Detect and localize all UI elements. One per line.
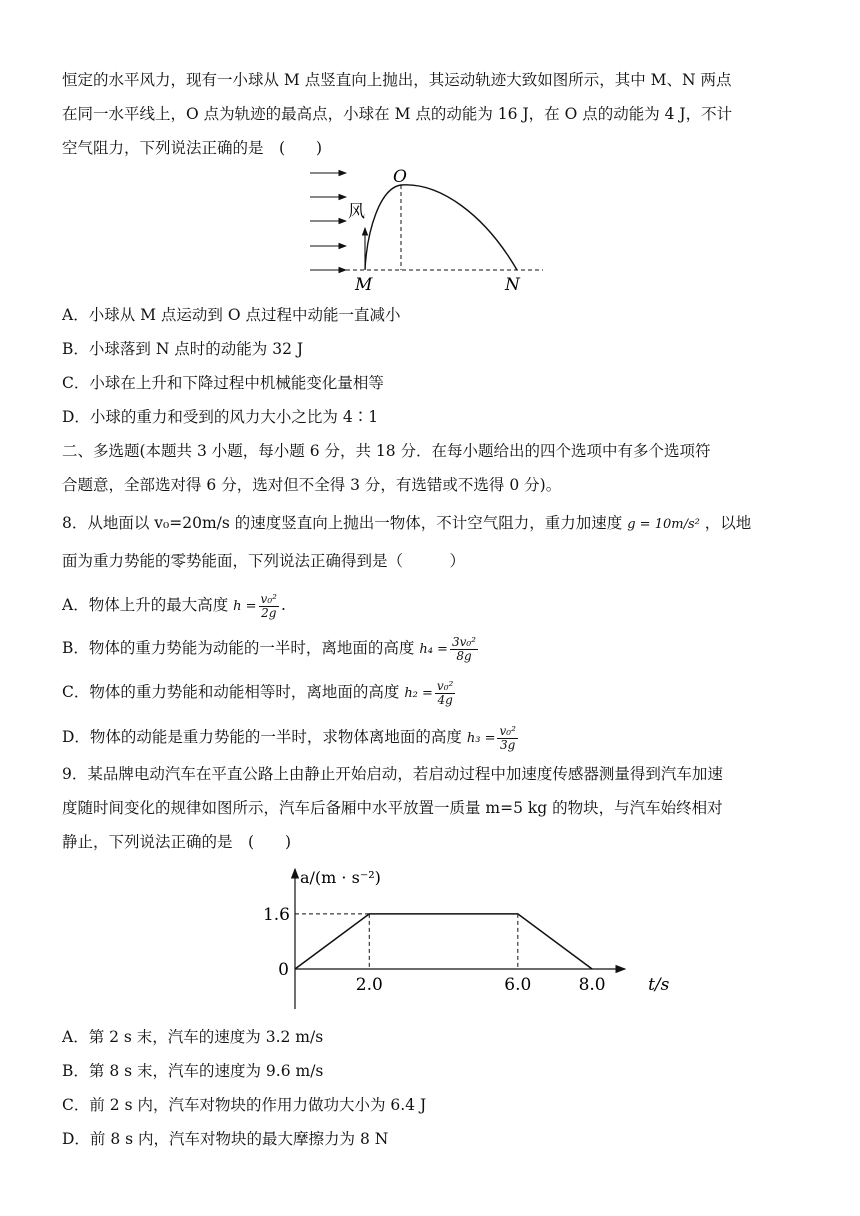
wind-label: 风 [348,202,365,222]
x-axis-label: t/s [648,975,670,995]
point-M-label: M [355,275,373,295]
q8-a-lhs: h = [233,599,257,614]
q8-c-lhs: h₂ = [404,686,433,701]
q8-stem-a: 8．从地面以 v₀=20m/s 的速度竖直向上抛出一物体，不计空气阻力，重力加速度 [62,514,623,532]
q8-b-numerator: 3v₀² [451,634,476,649]
origin-label: 0 [278,960,289,980]
q8-b-lhs: h₄ = [419,642,448,657]
q8-stem-b: ，以地 [704,514,752,532]
q8-d-numerator: v₀² [499,723,516,738]
q8-c-fraction [435,680,455,707]
q8-d-lhs: h₃ = [466,731,496,746]
q8-d-denominator: 3g [500,737,516,752]
q8-b-denominator: 8g [456,648,472,663]
q8-option-a [62,588,286,624]
q8-c-numerator: v₀² [436,678,454,693]
q7-option-c: C．小球在上升和下降过程中机械能变化量相等 [62,374,384,392]
q8-c-denominator: 4g [437,692,453,707]
q8-option-c [62,675,457,711]
q8-option-d [62,720,520,756]
q8-b-fraction [450,636,478,663]
q7-option-b: B．小球落到 N 点时的动能为 32 J [62,340,304,358]
y-axis-label: a/(m · s⁻²) [300,868,381,887]
x-tick-label: 2.0 [355,975,383,995]
point-O-label: O [393,167,407,187]
q9-line-2: 度随时间变化的规律如图所示，汽车后备厢中水平放置一质量 m=5 kg 的物块，与汽车始终相对 [62,799,723,817]
q9-option-b: B．第 8 s 末，汽车的速度为 9.6 m/s [62,1062,324,1080]
q8-stem-line-2: 面为重力势能的零势能面，下列说法正确得到是（ ） [62,552,466,570]
trajectory-curve [365,185,517,270]
q9-option-d: D．前 8 s 内，汽车对物块的最大摩擦力为 8 N [62,1130,389,1148]
series-line [295,914,592,969]
section2-line-1: 二、多选题(本题共 3 小题，每小题 6 分，共 18 分．在每小题给出的四个选项中有多个选项符 [62,442,711,460]
y-tick-label: 1.6 [262,904,290,925]
x-tick-label: 6.0 [504,975,532,995]
q8-gravity: g = 10m/s² [627,517,700,532]
q8-c-text: C．物体的重力势能和动能相等时，离地面的高度 [62,683,400,701]
q8-d-fraction [497,725,517,752]
q8-b-text: B．物体的重力势能为动能的一半时，离地面的高度 [62,639,415,657]
point-N-label: N [505,275,520,295]
q9-option-a: A．第 2 s 末，汽车的速度为 3.2 m/s [62,1028,324,1046]
intro-line-2: 在同一水平线上，O 点为轨迹的最高点，小球在 M 点的动能为 16 J，在 O 点的动能为 4 J，不计 [62,105,733,123]
q8-a-numerator: v₀² [260,591,277,606]
intro-line-3: 空气阻力，下列说法正确的是 ( ) [62,139,323,157]
q9-line-1: 9．某品牌电动汽车在平直公路上由静止开始启动，若启动过程中加速度传感器测量得到汽车加速 [62,765,723,783]
q8-a-fraction [259,593,279,620]
q8-option-b [62,631,480,667]
q8-a-text: A．物体上升的最大高度 [62,596,229,614]
q8-a-denominator: 2g [261,605,277,620]
section2-line-2: 合题意，全部选对得 6 分，选对但不全得 3 分，有选错或不选得 0 分)。 [62,476,562,494]
q8-stem-line-1 [62,513,751,535]
intro-line-1: 恒定的水平风力，现有一小球从 M 点竖直向上抛出，其运动轨迹大致如图所示，其中 M、N 两点 [62,71,732,89]
acceleration-time-chart [262,862,670,1022]
q9-option-c: C．前 2 s 内，汽车对物块的作用力做功大小为 6.4 J [62,1096,427,1114]
q8-a-end: . [280,596,286,614]
q9-line-3: 静止，下列说法正确的是 ( ) [62,833,292,851]
trajectory-figure [300,160,560,300]
q7-option-a: A．小球从 M 点运动到 O 点过程中动能一直减小 [62,306,401,324]
q7-option-d: D．小球的重力和受到的风力大小之比为 4∶1 [62,408,379,426]
q8-d-text: D．物体的动能是重力势能的一半时，求物体离地面的高度 [62,728,462,746]
x-tick-label: 8.0 [578,975,606,995]
